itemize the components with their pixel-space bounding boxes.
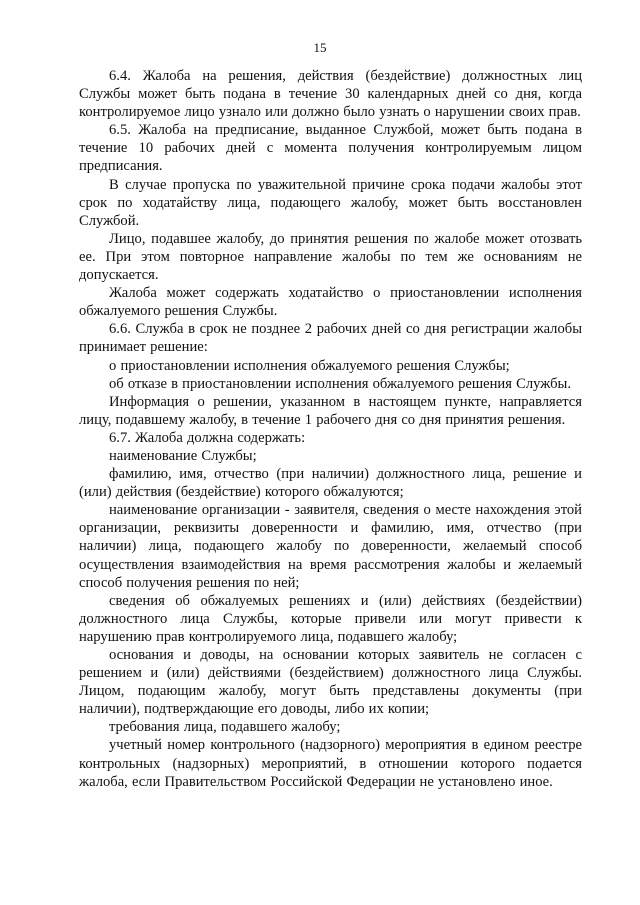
paragraph-suspend-option: о приостановлении исполнения обжалуемого решения Службы; bbox=[109, 357, 510, 374]
paragraph-requirements: требования лица, подавшего жалобу; bbox=[109, 719, 341, 736]
page-number: 15 bbox=[313, 40, 327, 55]
paragraph-grounds: основания и доводы, на основании которых заявитель не согласен с решением и (или) действиями (бездействием) должностного лица Службы. Лицом, подающим жалобу, могут быть представлены документы (при наличии), подтверждающие его доводы, либо их копии; bbox=[79, 647, 582, 718]
paragraph-withdraw-complaint: Лицо, подавшее жалобу, до принятия решения по жалобе может отозвать ее. При этом повторное направление жалобы по тем же основаниям не допускается. bbox=[79, 230, 582, 284]
paragraph-6-4: 6.4. Жалоба на решения, действия (бездействие) должностных лиц Службы может быть подана в течение 30 календарных дней со дня, когда контролируемое лицо узнало или должно было узнать о нарушении своих прав. bbox=[79, 68, 582, 121]
paragraph-registry-number: учетный номер контрольного (надзорного) мероприятия в едином реестре контрольных (надзорных) мероприятий, в отношении которого подается жалоба, если Правительством Российской Федерации не установлено иное. bbox=[79, 737, 582, 790]
paragraph-refuse-option: об отказе в приостановлении исполнения обжалуемого решения Службы. bbox=[109, 375, 571, 392]
paragraph-decision-info: Информация о решении, указанном в настоящем пункте, направляется лицу, подавшему жалобу, в течение 1 рабочего дня со дня принятия решения. bbox=[79, 393, 582, 428]
paragraph-6-7: 6.7. Жалоба должна содержать: bbox=[109, 429, 306, 446]
paragraph-official-name: фамилию, имя, отчество (при наличии) должностного лица, решение и (или) действия (бездействие) которого обжалуются; bbox=[79, 466, 582, 501]
paragraph-organization-info: наименование организации - заявителя, сведения о месте нахождения этой организации, реквизиты доверенности и фамилию, имя, отчество (при наличии) лица, подающего жалобу по доверенности, желаемый способ осуществления взаимодействия на время рассмотрения жалобы и желаемый способ получения решения по ней; bbox=[79, 502, 582, 591]
paragraph-suspension-request: Жалоба может содержать ходатайство о приостановлении исполнения обжалуемого решения Службы. bbox=[79, 285, 582, 320]
paragraph-6-5: 6.5. Жалоба на предписание, выданное Службой, может быть подана в течение 10 рабочих дней с момента получения контролируемым лицом предписания. bbox=[79, 122, 582, 175]
paragraph-6-6: 6.6. Служба в срок не позднее 2 рабочих дней со дня регистрации жалобы принимает решение: bbox=[79, 321, 582, 356]
document-body bbox=[79, 67, 582, 791]
paragraph-service-name: наименование Службы; bbox=[109, 447, 257, 464]
paragraph-deadline-restore: В случае пропуска по уважительной причине срока подачи жалобы этот срок по ходатайству лица, подающего жалобу, может быть восстановлен Службой. bbox=[79, 176, 582, 229]
paragraph-appealed-decisions: сведения об обжалуемых решениях и (или) действиях (бездействии) должностного лица Службы, которые привели или могут привести к нарушению прав контролируемого лица, подавшего жалобу; bbox=[79, 592, 582, 645]
